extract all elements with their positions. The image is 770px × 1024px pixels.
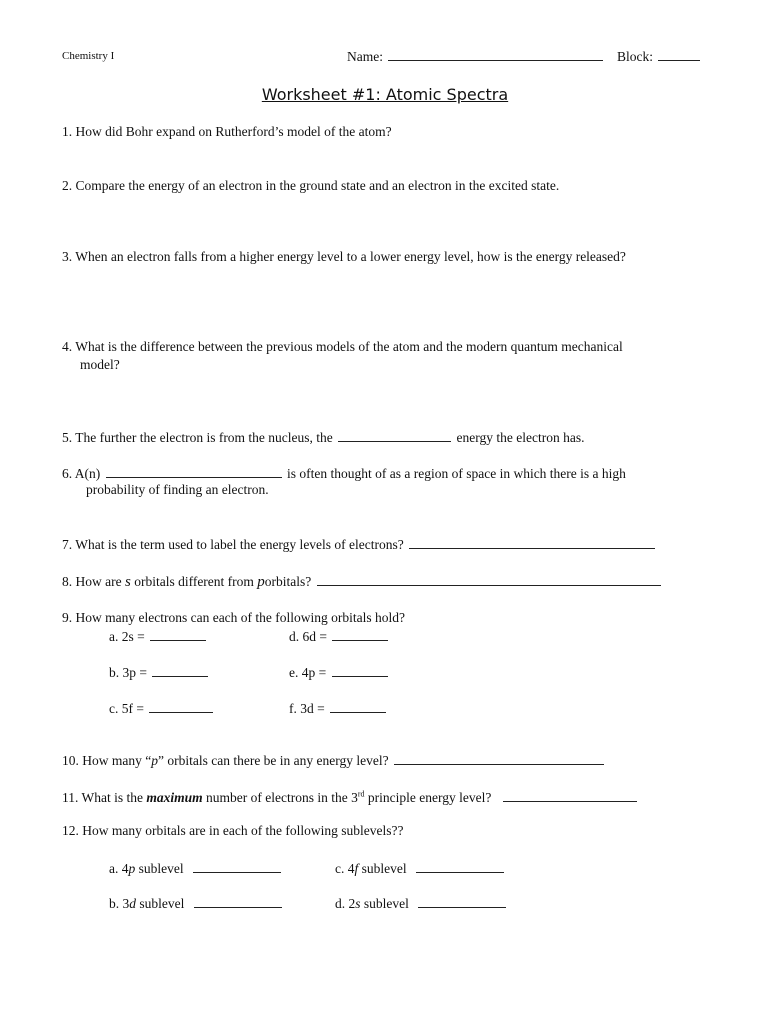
question-9c bbox=[109, 699, 215, 717]
question-9f bbox=[289, 699, 388, 717]
question-12a-letter: p bbox=[128, 861, 136, 876]
question-8-text-post: orbitals? bbox=[264, 574, 312, 589]
question-9d-label: d. 6d = bbox=[289, 629, 327, 644]
question-12c-letter: f bbox=[354, 861, 359, 876]
question-4-line-2: model? bbox=[80, 357, 120, 372]
question-1: 1. How did Bohr expand on Rutherford’s model of the atom? bbox=[62, 124, 392, 139]
question-8-text-mid: orbitals different from bbox=[134, 574, 254, 589]
question-5 bbox=[62, 428, 585, 446]
question-8 bbox=[62, 572, 663, 591]
question-9d-blank bbox=[332, 627, 388, 641]
question-12d-suffix: sublevel bbox=[363, 896, 409, 911]
block-label: Block: bbox=[617, 49, 653, 64]
question-9a-blank bbox=[150, 627, 206, 641]
question-5-blank bbox=[338, 428, 451, 442]
question-12c-prefix: c. 4 bbox=[335, 861, 355, 876]
question-8-p: p bbox=[257, 574, 265, 590]
question-6-text-post: is often thought of as a region of space in which there is a high bbox=[287, 466, 626, 481]
question-9b-label: b. 3p = bbox=[109, 665, 147, 680]
question-9c-label: c. 5f = bbox=[109, 701, 144, 716]
question-9b-blank bbox=[152, 663, 208, 677]
question-2: 2. Compare the energy of an electron in the ground state and an electron in the excited state. bbox=[62, 178, 560, 193]
question-6-line-2: probability of finding an electron. bbox=[86, 482, 269, 497]
question-9c-blank bbox=[149, 699, 213, 713]
question-9a bbox=[109, 627, 208, 645]
question-7-blank bbox=[409, 535, 655, 549]
question-8-s: s bbox=[124, 574, 131, 590]
question-12d-blank bbox=[418, 894, 506, 908]
question-11-sup: rd bbox=[357, 789, 365, 799]
name-field bbox=[347, 47, 605, 65]
question-9e bbox=[289, 663, 390, 681]
question-12c-blank bbox=[416, 859, 504, 873]
question-11-text-post: principle energy level? bbox=[367, 790, 492, 805]
question-12b-blank bbox=[194, 894, 282, 908]
name-label: Name: bbox=[347, 49, 383, 64]
question-11-blank bbox=[503, 788, 637, 802]
question-11-text-pre: 11. What is the bbox=[62, 790, 143, 805]
question-9e-label: e. 4p = bbox=[289, 665, 327, 680]
question-7 bbox=[62, 535, 657, 553]
question-9a-label: a. 2s = bbox=[109, 629, 145, 644]
question-9d bbox=[289, 627, 390, 645]
question-12b bbox=[109, 894, 284, 912]
question-5-text-post: energy the electron has. bbox=[456, 430, 585, 445]
question-9f-blank bbox=[330, 699, 386, 713]
question-12a-prefix: a. 4 bbox=[109, 861, 129, 876]
question-12b-letter: d bbox=[129, 896, 136, 911]
question-6 bbox=[62, 464, 626, 482]
question-12d-letter: s bbox=[355, 896, 361, 911]
question-9b bbox=[109, 663, 210, 681]
question-9f-label: f. 3d = bbox=[289, 701, 325, 716]
block-blank bbox=[658, 47, 700, 61]
question-12b-suffix: sublevel bbox=[139, 896, 185, 911]
course-label: Chemistry I bbox=[62, 50, 115, 62]
question-12d-prefix: d. 2 bbox=[335, 896, 356, 911]
question-7-text: 7. What is the term used to label the energy levels of electrons? bbox=[62, 537, 404, 552]
question-12: 12. How many orbitals are in each of the following sublevels?? bbox=[62, 823, 404, 838]
question-12a bbox=[109, 859, 283, 877]
question-8-blank bbox=[317, 572, 661, 586]
question-11-text-mid: number of electrons in the 3 bbox=[206, 790, 358, 805]
question-10 bbox=[62, 751, 606, 769]
question-5-text-pre: 5. The further the electron is from the nucleus, the bbox=[62, 430, 333, 445]
question-12a-blank bbox=[193, 859, 281, 873]
question-8-text-pre: 8. How are bbox=[62, 574, 122, 589]
name-blank bbox=[388, 47, 603, 61]
question-6-blank bbox=[106, 464, 282, 478]
question-4-line-1: 4. What is the difference between the previous models of the atom and the modern quantum mechanical bbox=[62, 339, 623, 354]
question-11 bbox=[62, 788, 639, 806]
question-10-p: p bbox=[151, 753, 158, 768]
question-11-maximum: maximum bbox=[146, 790, 203, 805]
question-12a-suffix: sublevel bbox=[138, 861, 184, 876]
question-9: 9. How many electrons can each of the following orbitals hold? bbox=[62, 610, 406, 625]
block-field bbox=[617, 47, 702, 65]
question-9e-blank bbox=[332, 663, 388, 677]
question-12d bbox=[335, 894, 508, 912]
question-10-text-post: ” orbitals can there be in any energy level? bbox=[157, 753, 389, 768]
question-12c bbox=[335, 859, 506, 877]
page-title: Worksheet #1: Atomic Spectra bbox=[261, 85, 509, 104]
question-12c-suffix: sublevel bbox=[361, 861, 407, 876]
question-3: 3. When an electron falls from a higher energy level to a lower energy level, how is the energy released? bbox=[62, 249, 626, 264]
question-12b-prefix: b. 3 bbox=[109, 896, 130, 911]
question-6-text-pre: 6. A(n) bbox=[62, 466, 101, 481]
question-10-blank bbox=[394, 751, 604, 765]
question-10-text-pre: 10. How many “ bbox=[62, 753, 152, 768]
